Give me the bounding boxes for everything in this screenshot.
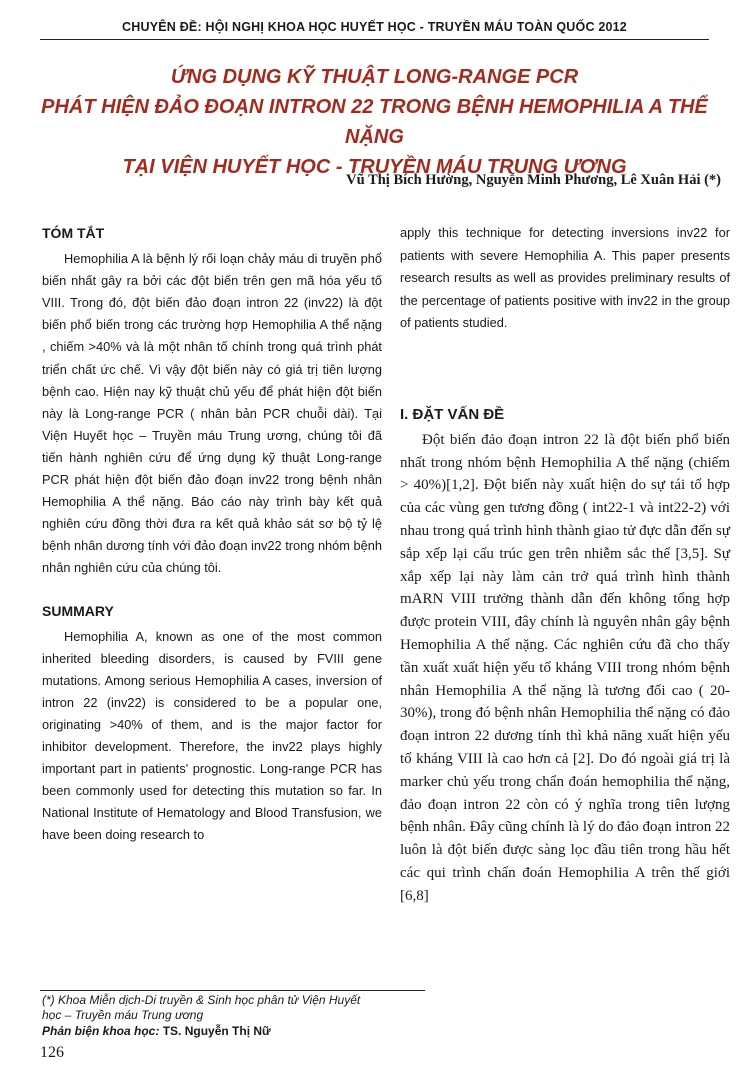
summary-heading: SUMMARY [42, 602, 114, 619]
page-number: 126 [40, 1044, 64, 1061]
title-line-2: PHÁT HIỆN ĐẢO ĐOẠN INTRON 22 TRONG BỆNH HEMOPHILIA A THỂ NẶNG [41, 96, 708, 148]
section-1-heading: I. ĐẶT VẤN ĐỀ [400, 406, 505, 423]
abstract-text: Hemophilia A là bệnh lý rối loạn chảy máu di truyền phổ biến nhất gây ra bởi các đột biến trên gen mã hóa yếu tố VIII. Trong đó, đột biến đảo đoạn intron 22 (inv22) là đột biến phổ biến trong các trường hợp Hemophilia A thể nặng , chiếm >40% và là một nhân tố chính trong quá trình phát triển chất ức chế. Vì vậy đột biến này có giá trị tiên lượng bệnh cao. Hiện nay kỹ thuật chủ yếu để phát hiện đột biến này là Long-range PCR ( nhân bản PCR chuỗi dài). Tại Viện Huyết học – Truyền máu Trung ương, chúng tôi đã tiến hành nghiên cứu để ứng dụng kỹ thuật Long-range PCR phát hiện đột biến đảo đoạn inv22 trong bệnh nhân Hemophilia A thể nặng. Báo cáo này trình bày kết quả nghiên cứu đồng thời đưa ra kết quả khảo sát sơ bộ tỷ lệ bệnh nhân dương tính với đảo đoạn inv22 trong nhóm bệnh nhân nghiên cứu của chúng tôi. [42, 251, 382, 576]
reviewer-line [42, 1024, 271, 1038]
reviewer-label: Phản biện khoa học: [42, 1024, 160, 1038]
section-1-text: Đột biến đảo đoạn intron 22 là đột biến phổ biến nhất trong nhóm bệnh Hemophilia A thể nặng (chiếm > 40%)[1,2]. Đột biến này xuất hiện do sự tái tổ hợp của các vùng gen tương đồng ( int22-1 và int22-2) với nhau trong quá trình hình thành giao tử đực dẫn đến sự sắp xếp lại cấu trúc gen trên nhiễm sắc thể [3,5]. Sự xắp xếp lại này làm cản trở quá trình hình thành mARN VIII trưởng thành dẫn đến không tổng hợp được protein VIII, đây chính là nguyên nhân gây bệnh Hemophilia A thể nặng. Các nghiên cứu đã cho thấy tần xuất xuất hiện yếu tố kháng VIII trong nhóm bệnh nhân Hemophilia A thể nặng là tương đối cao ( 20-30%), trong đó bệnh nhân Hemophilia thể nặng có đảo đoạn intron 22 dương tính thì khả năng xuất hiện yếu tố kháng VIII là cao hơn cả [2]. Do đó ngoài giá trị là marker chủ yếu trong chẩn đoán hemophilia thể nặng, đảo đoạn intron 22 còn có ý nghĩa trong tiên lượng bệnh nhân. Đây cũng chính là lý do đảo đoạn intron 22 luôn là đột biến được sàng lọc đầu tiên trong hầu hết các qui trình chẩn đoán Hemophilia A trên thế giới [6,8] [400, 431, 730, 904]
title-line-1: ỨNG DỤNG KỸ THUẬT LONG-RANGE PCR [170, 66, 579, 88]
left-column [42, 222, 382, 847]
title-line-3: TẠI VIỆN HUYẾT HỌC - TRUYỀN MÁU TRUNG ƯƠNG [122, 156, 627, 178]
affiliation-footnote: (*) Khoa Miễn dịch-Di truyền & Sinh học phân tử Viện Huyết học – Truyền máu Trung ương [42, 993, 361, 1022]
article-title [40, 62, 709, 182]
running-head: CHUYÊN ĐỀ: HỘI NGHỊ KHOA HỌC HUYẾT HỌC - TRUYỀN MÁU TOÀN QUỐC 2012 [40, 20, 709, 40]
abstract-heading: TÓM TẮT [42, 225, 105, 241]
right-column-introduction [400, 404, 730, 908]
author-list: Vũ Thị Bích Hường, Nguyễn Minh Phương, Lê Xuân Hải (*) [346, 172, 721, 188]
summary-text-part-2: apply this technique for detecting inversions inv22 for patients with severe Hemophilia A. This paper presents research results as well as provides preliminary results of the percentage of patients positive with inv22 in the group of patients studied. [400, 225, 730, 330]
right-column-summary [400, 222, 730, 335]
footnote-divider [40, 990, 425, 991]
reviewer-name: TS. Nguyễn Thị Nữ [162, 1024, 271, 1038]
summary-text-part-1: Hemophilia A, known as one of the most common inherited bleeding disorders, is caused by FVIII gene mutations. Among serious Hemophilia A cases, inversion of intron 22 (inv22) is considered to be a popular one, originating >40% of them, and is the major factor for inhibitor development. Therefore, the inv22 plays highly important part in patients' prognostic. Long-range PCR has been commonly used for detecting this mutation so far. In National Institute of Hematology and Blood Transfusion, we have been doing research to [42, 628, 382, 843]
